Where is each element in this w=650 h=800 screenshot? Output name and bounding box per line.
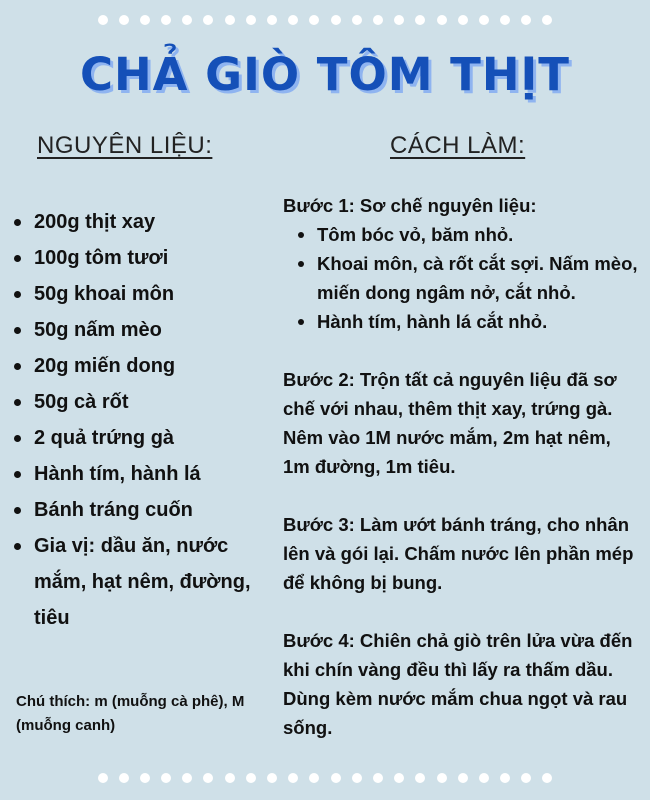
step-1 — [283, 191, 638, 336]
dot — [331, 773, 341, 783]
dot — [246, 15, 256, 25]
dot — [352, 773, 362, 783]
dot — [182, 773, 192, 783]
dot — [98, 773, 108, 783]
step-1-title: Bước 1: Sơ chế nguyên liệu: — [283, 195, 537, 216]
dot — [203, 15, 213, 25]
list-item: 50g cà rốt — [12, 384, 262, 420]
top-dot-border — [0, 15, 650, 25]
dot — [394, 15, 404, 25]
step-2: Bước 2: Trộn tất cả nguyên liệu đã sơ chế với nhau, thêm thịt xay, trứng gà. Nêm vào 1M nước mắm, 2m hạt nêm, 1m đường, 1m tiêu. — [283, 369, 617, 477]
substep-item: Khoai môn, cà rốt cắt sợi. Nấm mèo, miến dong ngâm nở, cắt nhỏ. — [283, 249, 638, 307]
list-item: Hành tím, hành lá — [12, 456, 262, 492]
step-3: Bước 3: Làm ướt bánh tráng, cho nhân lên và gói lại. Chấm nước lên phần mép để không bị bung. — [283, 514, 634, 593]
dot — [119, 15, 129, 25]
dot — [161, 773, 171, 783]
substep-item: Tôm bóc vỏ, băm nhỏ. — [283, 220, 638, 249]
dot — [373, 773, 383, 783]
dot — [437, 773, 447, 783]
dot — [458, 773, 468, 783]
list-item: 20g miến dong — [12, 348, 262, 384]
dot — [98, 15, 108, 25]
list-item: 100g tôm tươi — [12, 240, 262, 276]
dot — [267, 15, 277, 25]
dot — [394, 773, 404, 783]
dot — [542, 15, 552, 25]
dot — [500, 15, 510, 25]
step-1-substeps — [283, 220, 638, 336]
dot — [479, 773, 489, 783]
note: Chú thích: m (muỗng cà phê), M (muỗng canh) — [16, 693, 245, 734]
page-title: CHẢ GIÒ TÔM THỊT — [80, 48, 570, 101]
dot — [521, 773, 531, 783]
dot — [500, 773, 510, 783]
list-item: Gia vị: dầu ăn, nước mắm, hạt nêm, đường, tiêu — [12, 528, 262, 636]
dot — [267, 773, 277, 783]
list-item: 50g nấm mèo — [12, 312, 262, 348]
list-item: 2 quả trứng gà — [12, 420, 262, 456]
ingredients-list — [12, 204, 262, 636]
dot — [119, 773, 129, 783]
list-item: 200g thịt xay — [12, 204, 262, 240]
dot — [521, 15, 531, 25]
dot — [182, 15, 192, 25]
ingredients-heading: NGUYÊN LIỆU: — [37, 132, 213, 159]
dot — [373, 15, 383, 25]
method-heading: CÁCH LÀM: — [390, 132, 526, 159]
dot — [140, 15, 150, 25]
dot — [203, 773, 213, 783]
method-steps — [283, 191, 638, 742]
list-item: Bánh tráng cuốn — [12, 492, 262, 528]
dot — [225, 773, 235, 783]
dot — [415, 15, 425, 25]
dot — [542, 773, 552, 783]
substep-item: Hành tím, hành lá cắt nhỏ. — [283, 307, 638, 336]
dot — [288, 15, 298, 25]
step-4: Bước 4: Chiên chả giò trên lửa vừa đến khi chín vàng đều thì lấy ra thấm dầu. Dùng kèm nước mắm chua ngọt và rau sống. — [283, 630, 633, 738]
dot — [437, 15, 447, 25]
dot — [309, 773, 319, 783]
dot — [479, 15, 489, 25]
dot — [352, 15, 362, 25]
dot — [458, 15, 468, 25]
dot — [161, 15, 171, 25]
dot — [225, 15, 235, 25]
bottom-dot-border — [0, 773, 650, 783]
dot — [331, 15, 341, 25]
dot — [288, 773, 298, 783]
dot — [140, 773, 150, 783]
dot — [415, 773, 425, 783]
dot — [309, 15, 319, 25]
list-item: 50g khoai môn — [12, 276, 262, 312]
dot — [246, 773, 256, 783]
